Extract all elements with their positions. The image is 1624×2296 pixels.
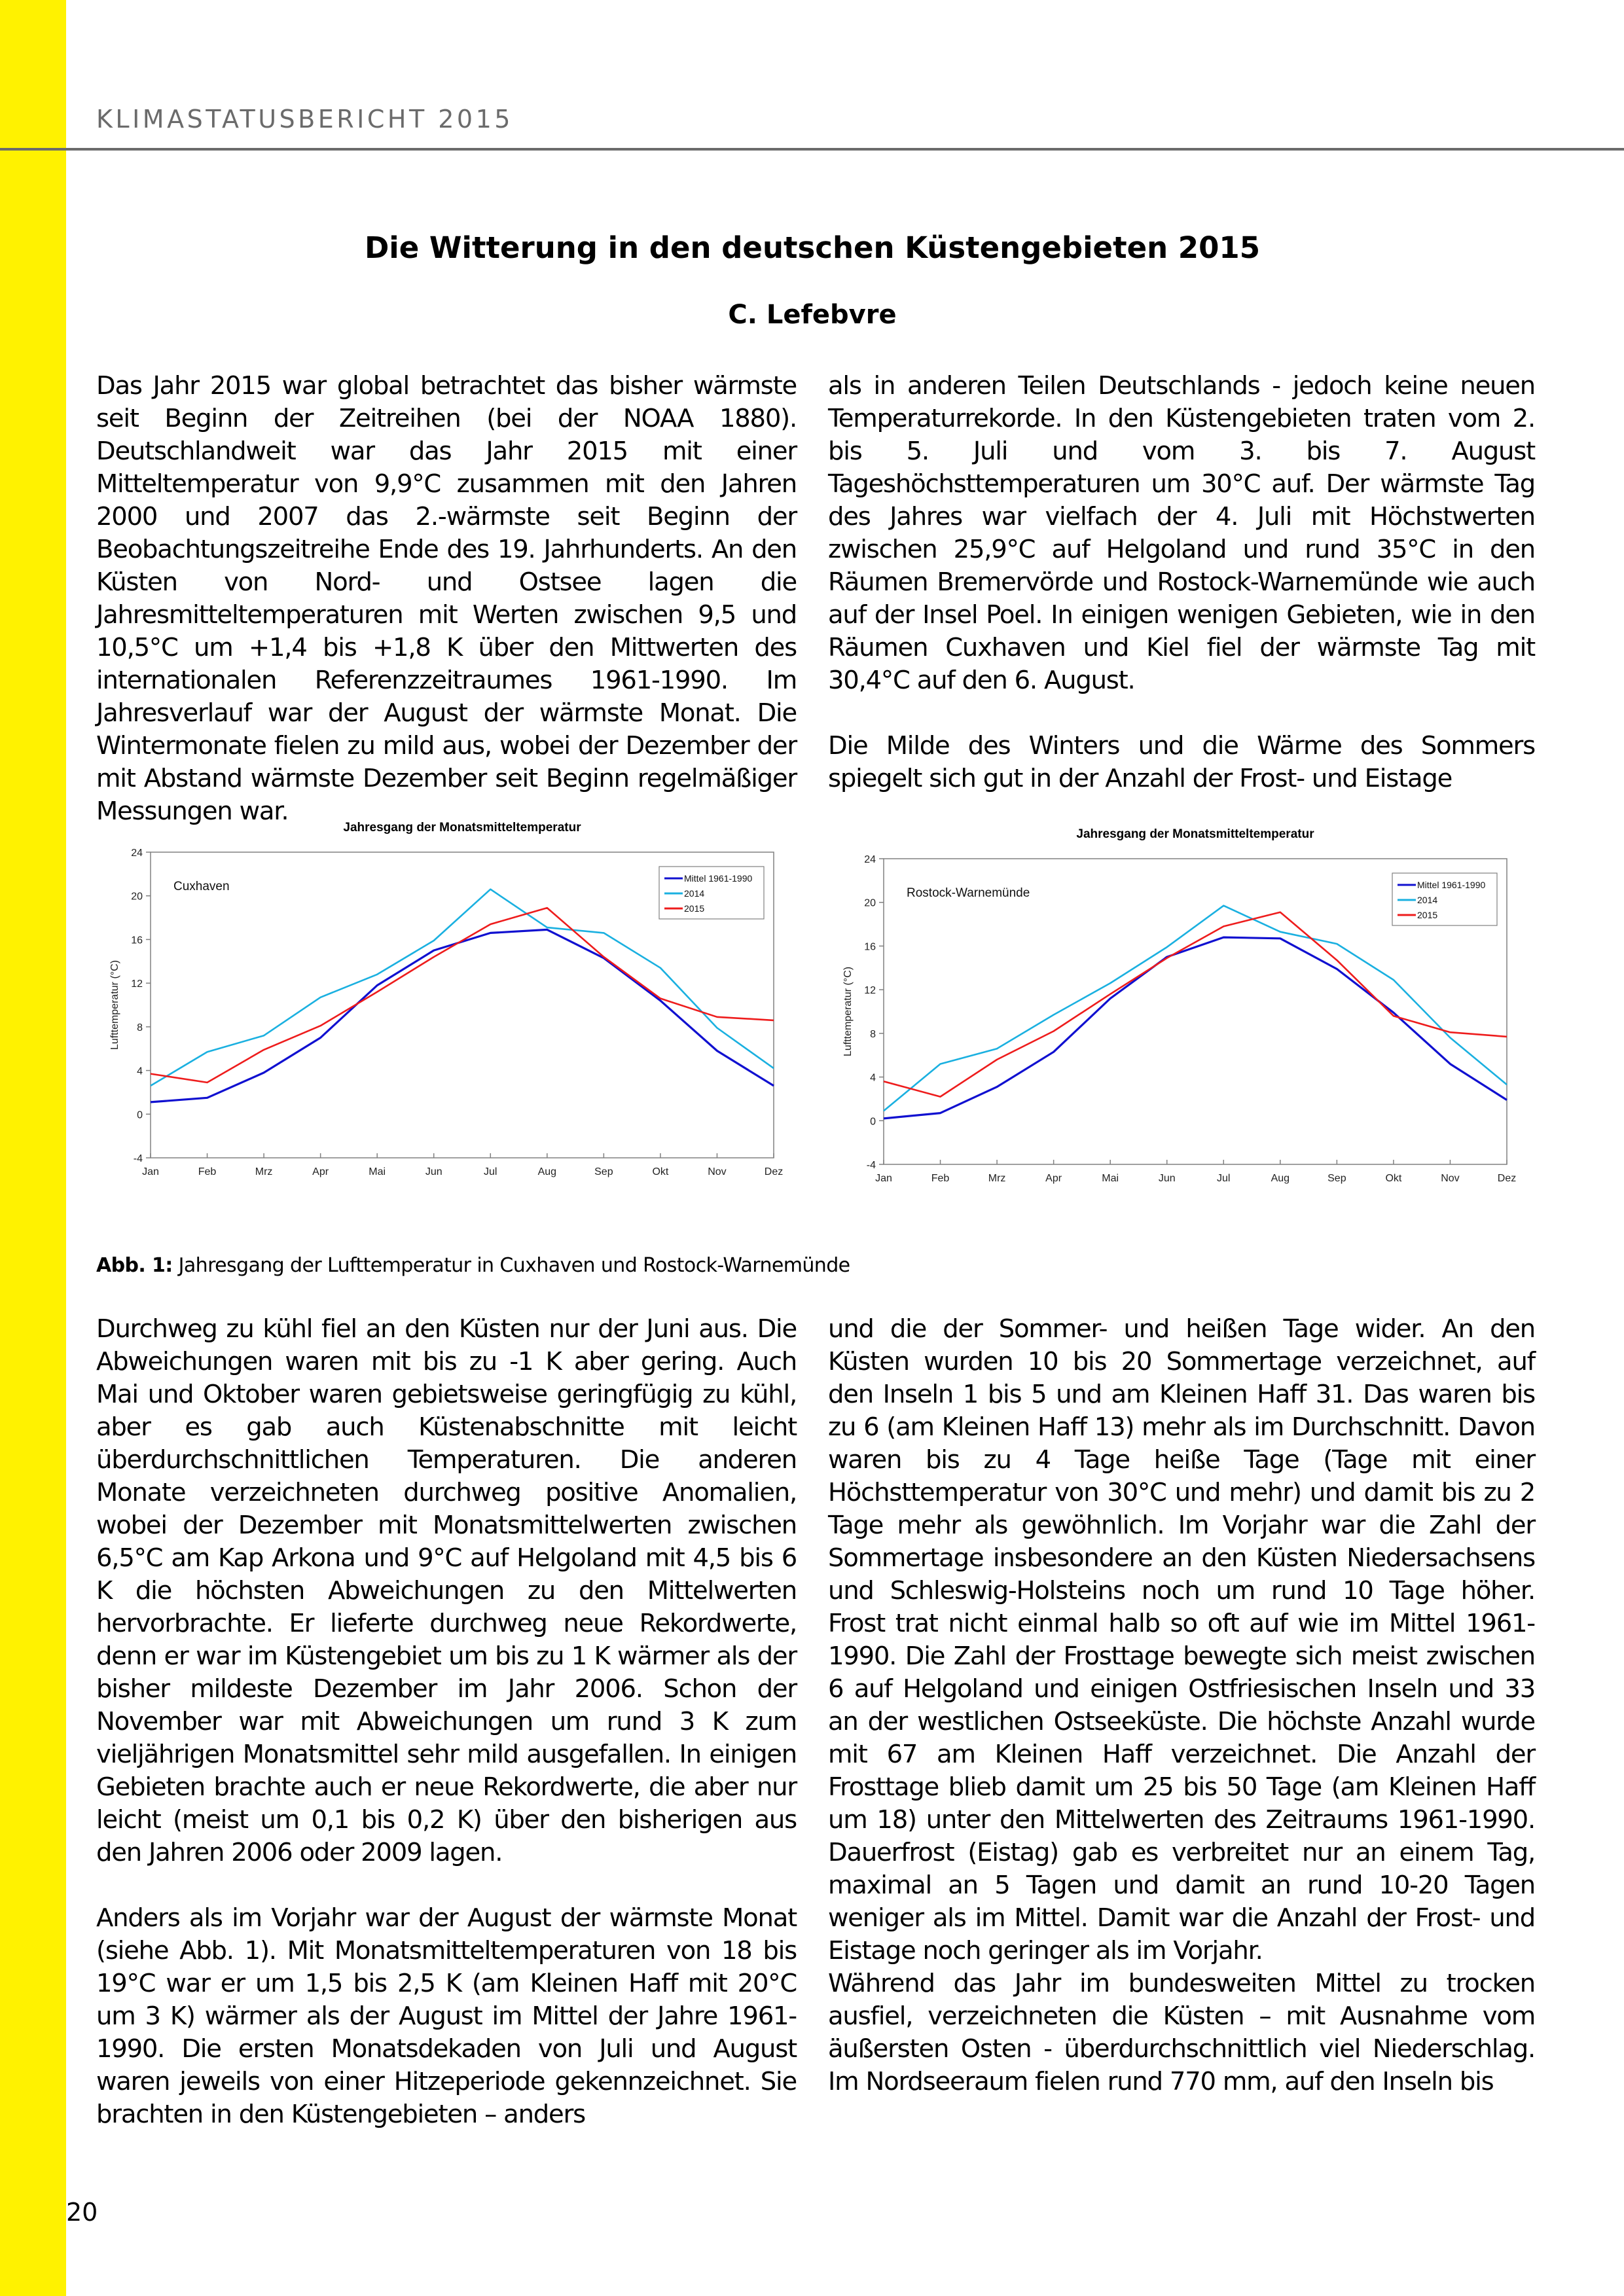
article-author: C. Lefebvre xyxy=(728,300,897,330)
x-tick-label: Sep xyxy=(594,1166,613,1177)
chart-title: Jahresgang der Monatsmitteltemperatur xyxy=(1076,827,1314,841)
x-tick-label: Mai xyxy=(369,1166,386,1177)
chart-cuxhaven xyxy=(92,812,805,1230)
series-line xyxy=(151,908,774,1083)
y-tick-label: 20 xyxy=(131,891,143,903)
caption-text: Jahresgang der Lufttemperatur in Cuxhaven und Rostock-Warnemünde xyxy=(172,1254,850,1277)
chart-rostock-warnemuende xyxy=(825,818,1538,1237)
legend-label: 2014 xyxy=(1417,895,1438,905)
x-tick-label: Okt xyxy=(1385,1173,1402,1184)
x-tick-label: Sep xyxy=(1327,1173,1346,1184)
y-tick-label: 12 xyxy=(864,985,876,997)
x-tick-label: Nov xyxy=(1441,1173,1460,1184)
x-tick-label: Mai xyxy=(1102,1173,1119,1184)
y-tick-label: 0 xyxy=(870,1116,876,1128)
x-tick-label: Jun xyxy=(1158,1173,1176,1184)
y-tick-label: 24 xyxy=(864,854,876,865)
article-title: Die Witterung in den deutschen Küstengebieten 2015 xyxy=(364,230,1261,265)
x-tick-label: Okt xyxy=(652,1166,669,1177)
series-line xyxy=(151,929,774,1102)
x-tick-label: Mrz xyxy=(255,1166,273,1177)
station-label: Cuxhaven xyxy=(173,880,230,893)
chart-svg xyxy=(825,818,1538,1237)
legend-label: Mittel 1961-1990 xyxy=(684,873,753,884)
paragraph: Anders als im Vorjahr war der August der wärmste Monat (siehe Abb. 1). Mit Monatsmitteltemperaturen von 18 bis 19°C war er um 1,5 bis 2,5 K (am Kleinen Haff mit 20°C um 3 K) wärmer als der August im Mittel der Jahre 1961-1990. Die ersten Monatsdekaden von Juli und August waren jeweils von einer Hitzeperiode gekennzeichnet. Sie brachten in den Küstengebieten – anders xyxy=(96,1903,797,2129)
column-left-top xyxy=(96,370,797,828)
series-line xyxy=(884,937,1507,1119)
x-tick-label: Jul xyxy=(1217,1173,1231,1184)
y-tick-label: 16 xyxy=(864,941,876,953)
legend-label: 2015 xyxy=(1417,910,1438,920)
y-tick-label: -4 xyxy=(133,1153,143,1164)
header-rule xyxy=(0,148,1624,151)
y-tick-label: -4 xyxy=(866,1160,876,1171)
y-tick-label: 4 xyxy=(137,1066,143,1077)
x-tick-label: Aug xyxy=(1271,1173,1290,1184)
yellow-margin-bar xyxy=(0,0,66,2296)
x-tick-label: Apr xyxy=(1045,1173,1062,1184)
x-tick-label: Feb xyxy=(931,1173,950,1184)
station-label: Rostock-Warnemünde xyxy=(907,886,1030,900)
y-tick-label: 12 xyxy=(131,978,143,990)
column-left-bottom xyxy=(96,1313,797,2131)
chart-title: Jahresgang der Monatsmitteltemperatur xyxy=(343,821,581,834)
figure-caption xyxy=(96,1254,850,1277)
y-axis-label: Lufttemperatur (°C) xyxy=(109,960,120,1050)
legend-label: 2015 xyxy=(684,903,705,914)
y-axis-label: Lufttemperatur (°C) xyxy=(842,966,854,1057)
paragraph: Während das Jahr im bundesweiten Mittel zu trocken ausfiel, verzeichneten die Küsten – mit Ausnahme vom äußersten Osten - überdurchschnittlich viel Niederschlag. Im Nordseeraum fielen rund 770 mm, auf den Inseln bis xyxy=(828,1969,1535,2096)
page-number: 20 xyxy=(66,2198,98,2227)
y-tick-label: 8 xyxy=(870,1028,876,1040)
y-tick-label: 4 xyxy=(870,1072,876,1084)
y-tick-label: 20 xyxy=(864,897,876,909)
y-tick-label: 24 xyxy=(131,848,143,859)
x-tick-label: Dez xyxy=(1497,1173,1517,1184)
legend-label: 2014 xyxy=(684,888,705,899)
x-tick-label: Jun xyxy=(425,1166,442,1177)
x-tick-label: Jan xyxy=(142,1166,159,1177)
caption-label: Abb. 1: xyxy=(96,1254,173,1277)
series-line xyxy=(884,906,1507,1111)
paragraph: und die der Sommer- und heißen Tage wider. An den Küsten wurden 10 bis 20 Sommertage verzeichnet, auf den Inseln 1 bis 5 und am Kleinen Haff 31. Das waren bis zu 6 (am Kleinen Haff 13) mehr als im Durchschnitt. Davon waren bis zu 4 Tage heiße Tage (Tage mit einer Höchsttemperatur von 30°C und mehr) und damit bis zu 2 Tage mehr als gewöhnlich. Im Vorjahr war die Zahl der Sommertage insbesondere an den Küsten Niedersachsens und Schleswig-Holsteins noch um rund 10 Tage höher. Frost trat nicht einmal halb so oft auf wie im Mittel 1961-1990. Die Zahl der Frosttage bewegte sich meist zwischen 6 auf Helgoland und einigen Ostfriesischen Inseln und 33 an der westlichen Ostseeküste. Die höchste Anzahl wurde mit 67 am Kleinen Haff verzeichnet. Die Anzahl der Frosttage blieb damit um 25 bis 50 Tage (am Kleinen Haff um 18) unter den Mittelwerten des Zeitraums 1961-1990. Dauerfrost (Eistag) gab es verbreitet nur an einem Tag, maximal an 5 Tagen und damit an rund 10-20 Tagen weniger als im Mittel. Damit war die Anzahl der Frost- und Eistage noch geringer als im Vorjahr. xyxy=(828,1314,1535,1965)
x-tick-label: Mrz xyxy=(988,1173,1006,1184)
paragraph: Die Milde des Winters und die Wärme des Sommers spiegelt sich gut in der Anzahl der Frost- und Eistage xyxy=(828,731,1535,793)
paragraph: Das Jahr 2015 war global betrachtet das bisher wärmste seit Beginn der Zeitreihen (bei der NOAA 1880). Deutschlandweit war das Jahr 2015 mit einer Mitteltemperatur von 9,9°C zusammen mit den Jahren 2000 und 2007 das 2.-wärmste seit Beginn der Beobachtungszeitreihe Ende des 19. Jahrhunderts. An den Küsten von Nord- und Ostsee lagen die Jahresmitteltemperaturen mit Werten zwischen 9,5 und 10,5°C um +1,4 bis +1,8 K über den Mittwerten des internationalen Referenzzeitraumes 1961-1990. Im Jahresverlauf war der August der wärmste Monat. Die Wintermonate fielen zu mild aus, wobei der Dezember der mit Abstand wärmste Dezember seit Beginn regelmäßiger Messungen war. xyxy=(96,371,797,826)
x-tick-label: Aug xyxy=(537,1166,557,1177)
x-tick-label: Apr xyxy=(312,1166,329,1177)
paragraph: Durchweg zu kühl fiel an den Küsten nur der Juni aus. Die Abweichungen waren mit bis zu -1 K aber gering. Auch Mai und Oktober waren gebietsweise geringfügig zu kühl, aber es gab auch Küstenabschnitte mit leicht überdurchschnittlichen Temperaturen. Die anderen Monate verzeichneten durchweg positive Anomalien, wobei der Dezember mit Monatsmittelwerten zwischen 6,5°C am Kap Arkona und 9°C auf Helgoland mit 4,5 bis 6 K die höchsten Abweichungen zu den Mittelwerten hervorbrachte. Er lieferte durchweg neue Rekordwerte, denn er war im Küstengebiet um bis zu 1 K wärmer als der bisher mildeste Dezember im Jahr 2006. Schon der November war mit Abweichungen um rund 3 K zum vieljährigen Monatsmittel sehr mild ausgefallen. In einigen Gebieten brachte auch er neue Rekordwerte, die aber nur leicht (meist um 0,1 bis 0,2 K) über den bisherigen aus den Jahren 2006 oder 2009 lagen. xyxy=(96,1314,797,1867)
x-tick-label: Jan xyxy=(875,1173,892,1184)
x-tick-label: Feb xyxy=(198,1166,217,1177)
y-tick-label: 16 xyxy=(131,935,143,946)
column-right-top xyxy=(828,370,1535,795)
running-title: KLIMASTATUSBERICHT 2015 xyxy=(96,105,513,134)
paragraph: als in anderen Teilen Deutschlands - jedoch keine neuen Temperaturrekorde. In den Küstengebieten traten vom 2. bis 5. Juli und vom 3. bis 7. August Tageshöchsttemperaturen um 30°C auf. Der wärmste Tag des Jahres war vielfach der 4. Juli mit Höchstwerten zwischen 25,9°C auf Helgoland und rund 35°C in den Räumen Bremervörde und Rostock-Warnemünde wie auch auf der Insel Poel. In einigen wenigen Gebieten, wie in den Räumen Cuxhaven und Kiel fiel der wärmste Tag mit 30,4°C auf den 6. August. xyxy=(828,371,1535,695)
chart-svg xyxy=(92,812,805,1230)
y-tick-label: 8 xyxy=(137,1022,143,1033)
legend-label: Mittel 1961-1990 xyxy=(1417,880,1486,890)
y-tick-label: 0 xyxy=(137,1109,143,1121)
x-tick-label: Dez xyxy=(764,1166,784,1177)
x-tick-label: Jul xyxy=(484,1166,497,1177)
column-right-bottom xyxy=(828,1313,1535,2098)
series-line xyxy=(884,912,1507,1097)
x-tick-label: Nov xyxy=(708,1166,727,1177)
